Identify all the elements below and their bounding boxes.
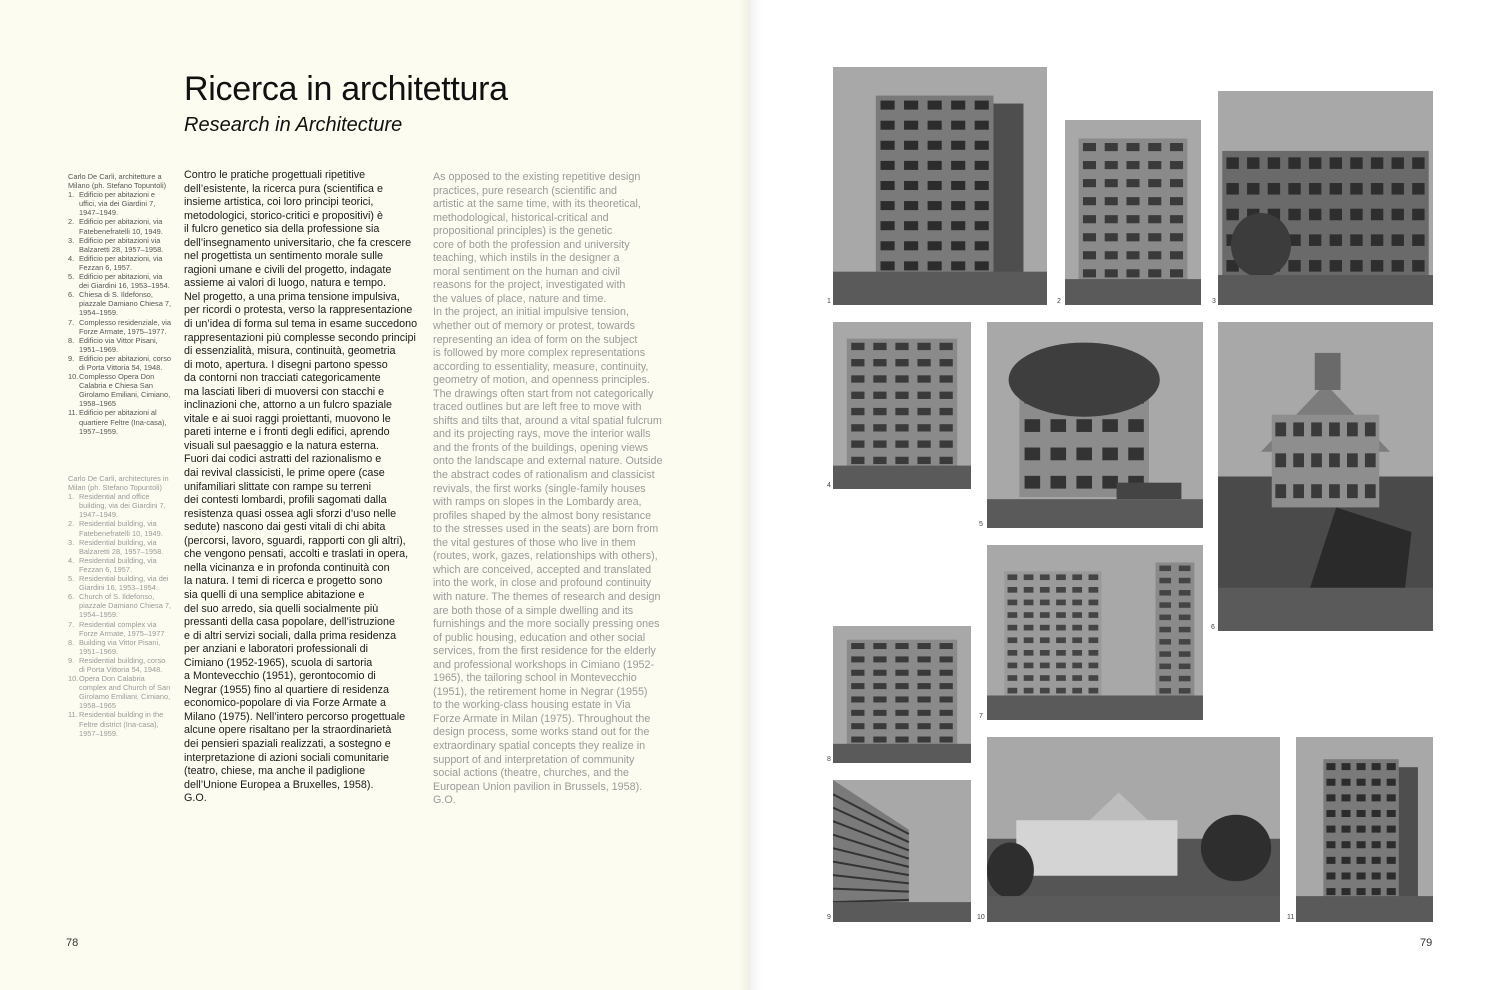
book-gutter (738, 0, 762, 990)
architecture-photo (1296, 737, 1433, 922)
caption-number: 4. (68, 555, 75, 565)
caption-text: Residential building, via Fatebenefratelli 10, 1949. (79, 519, 163, 538)
caption-item (68, 372, 172, 408)
caption-number: 10. (68, 372, 79, 382)
caption-number: 7. (68, 317, 75, 327)
caption-text: Residential building, corso di Porta Vittoria 54, 1948. (79, 655, 166, 674)
caption-item (68, 638, 172, 656)
caption-item (68, 574, 172, 592)
architecture-photo (833, 780, 971, 922)
photo-number-label: 6 (1211, 624, 1215, 631)
caption-number: 4. (68, 253, 75, 263)
page-title: Ricerca in architettura (184, 70, 508, 108)
captions-list (68, 492, 172, 738)
caption-number: 8. (68, 637, 75, 647)
caption-text: Residential building, via Balzaretti 28, 1957–1958. (79, 537, 164, 556)
photo-number-label: 5 (979, 521, 983, 528)
caption-text: Building via Vittor Pisani, 1951–1969. (79, 637, 161, 656)
caption-text: Edificio per abitazioni, corso di Porta Vittoria 54, 1948. (79, 353, 172, 372)
caption-text: Opera Don Calabria complex and Church of San Girolamo Emiliani, Cimiano, 1958–1965 (79, 674, 171, 711)
caption-number: 2. (68, 217, 75, 227)
caption-text: Edificio per abitazioni, via dei Giardini 16, 1953–1954. (79, 272, 170, 291)
caption-item (68, 190, 172, 217)
caption-text: Residential building, via dei Giardini 16, 1953–1954. (79, 574, 169, 593)
architecture-photo (1218, 322, 1433, 631)
caption-item (68, 318, 172, 336)
caption-text: Edificio per abitazioni e uffici, via dei Giardini 7, 1947–1949. (79, 190, 156, 218)
caption-number: 9. (68, 655, 75, 665)
captions-english (68, 474, 172, 738)
captions-intro: Carlo De Carli, architectures in Milan (ph. Stefano Topuntoli) (68, 474, 169, 493)
caption-number: 1. (68, 492, 75, 502)
caption-text: Edificio per abitazioni, via Fatebenefratelli 10, 1949. (79, 217, 163, 236)
caption-text: Edificio per abitazioni via Balzaretti 28, 1957–1958. (79, 235, 164, 254)
caption-number: 5. (68, 574, 75, 584)
caption-text: Church of S. Ildefonso, piazzale Damiano Chiesa 7, 1954–1959. (79, 592, 172, 620)
photo-number-label: 10 (977, 914, 985, 921)
caption-number: 8. (68, 335, 75, 345)
caption-item (68, 519, 172, 537)
caption-item (68, 592, 172, 619)
caption-text: Edificio per abitazioni, via Fezzan 6, 1957. (79, 253, 163, 272)
photo-number-label: 3 (1212, 298, 1216, 305)
photo-number-label: 2 (1057, 298, 1061, 305)
caption-item (68, 272, 172, 290)
caption-item (68, 254, 172, 272)
photo-number-label: 7 (979, 713, 983, 720)
caption-number: 10. (68, 674, 79, 684)
captions-intro: Carlo De Carli, architetture a Milano (ph. Stefano Topuntoli) (68, 172, 167, 191)
captions-list (68, 190, 172, 436)
page-subtitle: Research in Architecture (184, 114, 403, 136)
caption-number: 3. (68, 235, 75, 245)
caption-text: Residential building, via Fezzan 6, 1957. (79, 555, 157, 574)
page-number-right: 79 (1420, 937, 1433, 949)
caption-item (68, 354, 172, 372)
caption-item (68, 556, 172, 574)
caption-number: 2. (68, 519, 75, 529)
caption-item (68, 236, 172, 254)
caption-text: Chiesa di S. Ildefonso, piazzale Damiano Chiesa 7, 1954–1959. (79, 290, 172, 318)
caption-number: 11. (68, 710, 78, 720)
photo-number-label: 1 (827, 298, 831, 305)
caption-text: Complesso Opera Don Calabria e Chiesa San Girolamo Emiliani, Cimiano, 1958–1965 (79, 372, 171, 409)
architecture-photo (833, 67, 1047, 305)
caption-number: 11. (68, 408, 78, 418)
caption-item (68, 408, 172, 435)
body-paragraph: As opposed to the existing repetitive design practices, pure research (scientific and artistic at the same time, with its theoretical, methodological, historical-critical and propositional principles) is the genetic core of both the profession and university teaching, which instils in the designer a moral sentiment on the human and civil reasons for the project, investigated with the values of place, nature and time. In the project, an initial impulsive tension, whether out of memory or protest, towards representing an idea of form on the subject is followed by more complex representations according to essentiality, measure, continuity, geometry of motion, and openness principles. The drawings often start from not categorically traced outlines but are left free to move with shifts and tilts that, around a vital spatial fulcrum and its projecting rays, move the interior walls and the fronts of the buildings, opening views onto the landscape and external nature. Outside the abstract codes of rationalism and classicist revivals, the first works (single-family houses with ramps on slopes in the Lombardy area, profiles shaped by the almost bony resistance to the stresses used in the seats) are born from the vital gestures of those who live in them (routes, work, gazes, relationships with others), which are conceived, accepted and translated into the work, in close and profound continuity with nature. The themes of research and design are both those of a simple dwelling and its furnishings and the more socially pressing ones of public housing, education and other social services, from the first residence for the elderly and professional workshops in Cimiano (1952- 1965), the tailoring school in Montevecchio (1951), the retirement home in Negrar (1955) to the working-class housing estate in Via Forze Armate in Milan (1975). Throughout the design process, some works stand out for the extraordinary spatial concepts they realize in support of and interpretation of community social actions (theatre, churches, and the European Union pavilion in Brussels, 1958). G.O. (433, 171, 663, 807)
caption-item (68, 538, 172, 556)
body-paragraph: Contro le pratiche progettuali ripetitive dell’esistente, la ricerca pura (scientifica e insieme artistica, coi loro principi teorici, metodologici, storico-critici e propositivi) è il fulcro genetico sia della professione sia dell’insegnamento universitario, che fa crescere nel progettista un sentimento morale sulle ragioni umane e civili del progetto, indagate assieme ai valori di luogo, natura e tempo. Nel progetto, a una prima tensione impulsiva, per ricordi o protesta, verso la rappresentazione di un’idea di forma sul tema in esame succedono rappresentazioni più complesse secondo principi di essenzialità, misura, continuità, geometria di moto, apertura. I disegni partono spesso da contorni non tracciati categoricamente ma lasciati liberi di muoversi con stacchi e inclinazioni che, attorno a un fulcro spaziale vitale e ai suoi raggi proiettanti, muovono le pareti interne e i fronti degli edifici, aprendo visuali sul paesaggio e la natura esterna. Fuori dai codici astratti del razionalismo e dai revival classicisti, le prime opere (case unifamiliari slittate con rampe su terreni dei contesti lombardi, profili sagomati dalla resistenza quasi ossea agli sforzi d’uso nelle sedute) nascono dai gesti vitali di chi abita (percorsi, lavoro, sguardi, rapporti con gli altri), che vengono pensati, accolti e traslati in opera, nella vicinanza e in profonda continuità con la natura. I temi di ricerca e progetto sono sia quelli di una semplice abitazione e del suo arredo, sia quelli socialmente più pressanti della casa popolare, dell’istruzione e di altri servizi sociali, dalla prima residenza per anziani e laboratori professionali di Cimiano (1952-1965), scuola di sartoria a Montevecchio (1951), gerontocomio di Negrar (1955) fino al quartiere di residenza economico-popolare di via Forze Armate a Milano (1975). Nell’intero percorso progettuale alcune opere risaltano per la straordinarietà dei pensieri spaziali realizzati, a sostegno e interpretazione di azioni sociali comunitarie (teatro, chiese, ma anche il padiglione dell’Unione Europea a Bruxelles, 1958). G.O. (184, 169, 418, 805)
caption-number: 5. (68, 272, 75, 282)
page-number-left: 78 (66, 937, 79, 949)
architecture-photo (833, 322, 971, 489)
caption-number: 6. (68, 290, 75, 300)
caption-text: Edificio via Vittor Pisani, 1951–1969. (79, 335, 158, 354)
body-text-english (433, 171, 669, 808)
photo-number-label: 11 (1287, 914, 1295, 921)
body-text-italian (184, 169, 420, 806)
caption-item (68, 217, 172, 235)
photo-number-label: 9 (827, 914, 831, 921)
architecture-photo (987, 322, 1203, 528)
photo-number-label: 4 (827, 482, 831, 489)
architecture-photo (1218, 91, 1433, 305)
caption-item (68, 674, 172, 710)
caption-text: Complesso residenziale, via Forze Armate, 1975–1977. (79, 317, 172, 336)
caption-number: 3. (68, 537, 75, 547)
caption-item (68, 290, 172, 317)
architecture-photo (833, 626, 971, 763)
caption-text: Residential and office building, via dei Giardini 7, 1947–1949. (79, 492, 166, 520)
caption-number: 7. (68, 619, 75, 629)
caption-item (68, 336, 172, 354)
caption-item (68, 710, 172, 737)
architecture-photo (1065, 120, 1201, 305)
caption-text: Edificio per abitazioni al quartiere Feltre (Ina-casa), 1957–1959. (79, 408, 167, 436)
caption-number: 9. (68, 353, 75, 363)
caption-item (68, 492, 172, 519)
caption-text: Residential complex via Forze Armate, 1975–1977 (79, 619, 165, 638)
caption-item (68, 620, 172, 638)
architecture-photo (987, 737, 1280, 922)
caption-text: Residential building in the Feltre district (Ina-casa), 1957–1959. (79, 710, 164, 738)
caption-number: 6. (68, 592, 75, 602)
caption-item (68, 656, 172, 674)
right-page (750, 0, 1500, 990)
architecture-photo (987, 545, 1203, 720)
photo-number-label: 8 (827, 756, 831, 763)
captions-italian (68, 172, 172, 436)
caption-number: 1. (68, 190, 75, 200)
